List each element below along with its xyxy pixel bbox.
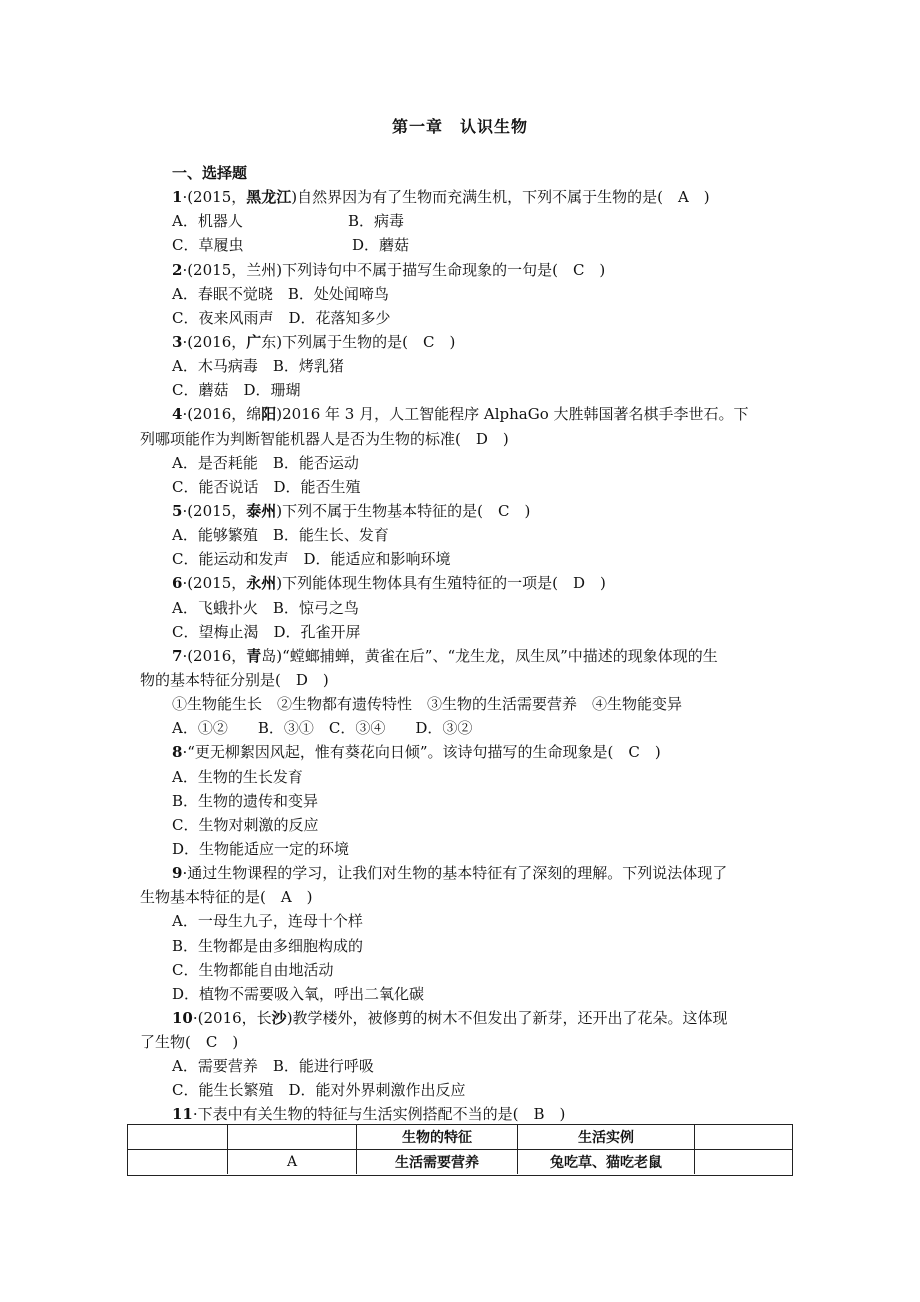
options-row: A．是否耗能 B．能否运动 <box>172 453 359 472</box>
option-c: C．生物都能自由地活动 <box>172 960 334 979</box>
options-row: A．①② B．③① C．③④ D．③② <box>172 719 473 738</box>
options-row: C．夜来风雨声 D．花落知多少 <box>172 308 391 327</box>
table-corner <box>127 1125 228 1150</box>
question-10-cont: 了生物( C ) <box>140 1033 239 1052</box>
options-row: A．飞蛾扑火 B．惊弓之鸟 <box>172 598 359 617</box>
options-row: A．需要营养 B．能进行呼吸 <box>172 1057 374 1076</box>
option-a: A．生物的生长发育 <box>172 767 303 786</box>
option-d: D．植物不需要吸入氧，呼出二氧化碳 <box>172 984 425 1003</box>
question-9: 9·通过生物课程的学习，让我们对生物的基本特征有了深刻的理解。下列说法体现了 <box>172 864 728 883</box>
question-8: 8·“更无柳絮因风起，惟有葵花向日倾”。该诗句描写的生命现象是( C ) <box>172 743 661 762</box>
option-b: B．生物的遗传和变异 <box>172 791 319 810</box>
options-row: C．望梅止渴 D．孔雀开屏 <box>172 622 361 641</box>
table-header-feature: 生物的特征 <box>357 1125 518 1150</box>
options-row: C．能否说话 D．能否生殖 <box>172 477 361 496</box>
feature-table <box>127 1124 793 1174</box>
table-row <box>127 1150 793 1175</box>
table-cell-feature: 生活需要营养 <box>357 1150 518 1175</box>
table-right-margin <box>695 1150 794 1175</box>
question-7-cont: 物的基本特征分别是( D ) <box>140 670 329 689</box>
question-7: 7·(2016，青岛)“螳螂捕蝉，黄雀在后”、“龙生龙，凤生凤”中描述的现象体现的生 <box>172 646 718 665</box>
table-right-margin <box>695 1125 794 1150</box>
options-row: A．机器人 B．病毒 <box>172 212 405 231</box>
option-b: B．生物都是由多细胞构成的 <box>172 936 364 955</box>
options-row: C．蘑菇 D．珊瑚 <box>172 381 301 400</box>
table-row-label: A <box>228 1150 357 1175</box>
options-row: A．春眠不觉晓 B．处处闻啼鸟 <box>172 284 389 303</box>
table-corner <box>127 1150 228 1175</box>
question-4: 4·(2016，绵阳)2016 年 3 月，人工智能程序 AlphaGo 大胜韩国著名棋手李世石。下 <box>172 405 749 424</box>
options-row: A．木马病毒 B．烤乳猪 <box>172 357 344 376</box>
chapter-title: 第一章 认识生物 <box>391 117 528 136</box>
table-cell-example: 兔吃草、猫吃老鼠 <box>518 1150 695 1175</box>
options-row: A．能够繁殖 B．能生长、发育 <box>172 526 389 545</box>
option-d: D．生物能适应一定的环境 <box>172 839 350 858</box>
question-10: 10·(2016，长沙)教学楼外，被修剪的树木不但发出了新芽，还开出了花朵。这体现 <box>172 1008 728 1027</box>
question-1: 1·(2015，黑龙江)自然界因为有了生物而充满生机，下列不属于生物的是( A ) <box>172 188 710 207</box>
question-3: 3·(2016，广东)下列属于生物的是( C ) <box>172 332 456 351</box>
option-c: C．生物对刺激的反应 <box>172 815 319 834</box>
question-5: 5·(2015，泰州)下列不属于生物基本特征的是( C ) <box>172 501 531 520</box>
option-a: A．一母生九子，连母十个样 <box>172 912 363 931</box>
question-11: 11·下表中有关生物的特征与生活实例搭配不当的是( B ) <box>172 1105 566 1124</box>
question-4-cont: 列哪项能作为判断智能机器人是否为生物的标准( D ) <box>140 429 509 448</box>
options-row: C．能生长繁殖 D．能对外界刺激作出反应 <box>172 1081 466 1100</box>
options-row: C．草履虫 D．蘑菇 <box>172 236 410 255</box>
question-6: 6·(2015，永州)下列能体现生物体具有生殖特征的一项是( D ) <box>172 574 606 593</box>
table-blank-header <box>228 1125 357 1150</box>
question-list <box>140 161 795 1127</box>
table-header-row <box>127 1125 793 1150</box>
options-row: C．能运动和发声 D．能适应和影响环境 <box>172 550 451 569</box>
question-2: 2·(2015，兰州)下列诗句中不属于描写生命现象的一句是( C ) <box>172 260 606 279</box>
section-heading: 一、选择题 <box>172 164 248 182</box>
question-9-cont: 生物基本特征的是( A ) <box>140 888 313 907</box>
question-7-items: ①生物能生长 ②生物都有遗传特性 ③生物的生活需要营养 ④生物能变异 <box>172 695 683 714</box>
table-header-example: 生活实例 <box>518 1125 695 1150</box>
